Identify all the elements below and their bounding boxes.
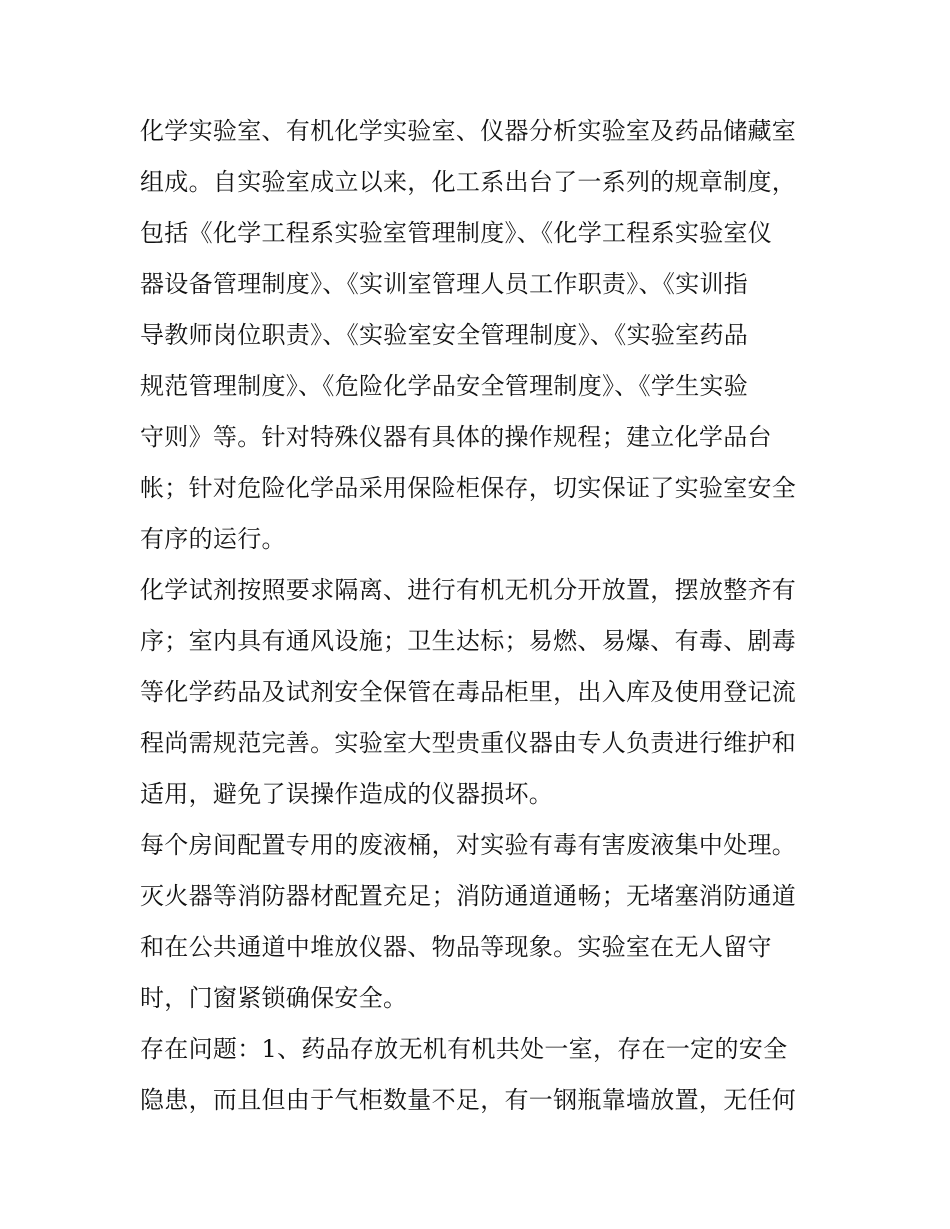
text-line: 有序的运行。 — [140, 525, 286, 553]
text-line: 包括《化学工程系实验室管理制度》、《化学工程系实验室仪 — [140, 219, 773, 247]
text-line: 和在公共通道中堆放仪器、物品等现象。实验室在无人留守 — [140, 933, 772, 961]
text-line: 组成。自实验室成立以来，化工系出台了一系列的规章制度， — [140, 168, 797, 196]
text-line: 适用，避免了误操作造成的仪器损坏。 — [140, 780, 554, 808]
text-line: 规范管理制度》、《危险化学品安全管理制度》、《学生实验 — [140, 372, 749, 400]
text-line: 存在问题：1、药品存放无机有机共处一室，存在一定的安全 — [140, 1035, 788, 1063]
text-line: 化学试剂按照要求隔离、进行有机无机分开放置，摆放整齐有 — [140, 576, 797, 604]
text-line: 灭火器等消防器材配置充足；消防通道通畅；无堵塞消防通道 — [140, 882, 797, 910]
text-line: 隐患，而且但由于气柜数量不足，有一钢瓶靠墙放置，无任何 — [140, 1086, 797, 1114]
text-line: 导教师岗位职责》、《实验室安全管理制度》、《实验室药品 — [140, 321, 749, 349]
text-line: 序；室内具有通风设施；卫生达标；易燃、易爆、有毒、剧毒 — [140, 627, 797, 655]
text-line: 守则》等。针对特殊仪器有具体的操作规程；建立化学品台 — [140, 423, 772, 451]
text-line: 帐；针对危险化学品采用保险柜保存，切实保证了实验室安全 — [140, 474, 797, 502]
text-line: 每个房间配置专用的废液桶，对实验有毒有害废液集中处理。 — [140, 831, 797, 859]
text-line: 器设备管理制度》、《实训室管理人员工作职责》、《实训指 — [140, 270, 749, 298]
text-line: 程尚需规范完善。实验室大型贵重仪器由专人负责进行维护和 — [140, 729, 797, 757]
body-text — [140, 106, 830, 1126]
text-line: 时，门窗紧锁确保安全。 — [140, 984, 408, 1012]
text-line: 等化学药品及试剂安全保管在毒品柜里，出入库及使用登记流 — [140, 678, 797, 706]
text-line: 化学实验室、有机化学实验室、仪器分析实验室及药品储藏室 — [140, 117, 797, 145]
